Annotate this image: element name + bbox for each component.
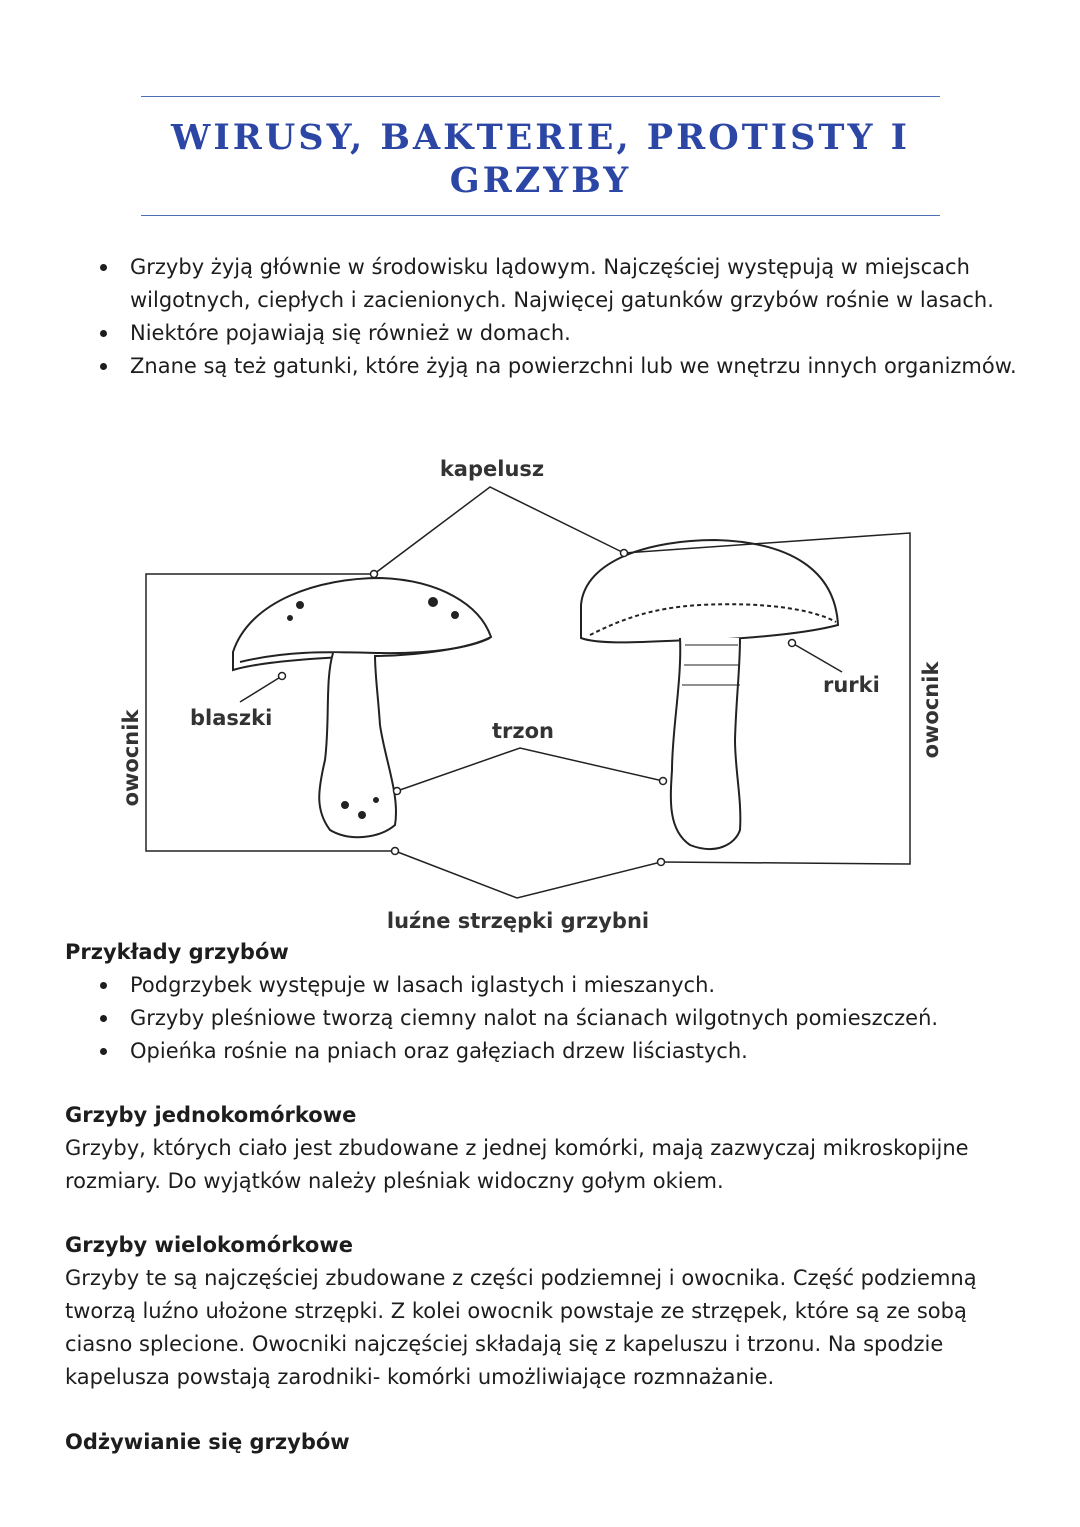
- list-item: Niektóre pojawiają się również w domach.: [65, 317, 1025, 350]
- unicellular-heading: Grzyby jednokomórkowe: [65, 1103, 357, 1127]
- list-item: Podgrzybek występuje w lasach iglastych i mieszanych.: [65, 969, 1025, 1002]
- page-title-line-1: WIRUSY, BAKTERIE, PROTISTY I: [171, 117, 910, 158]
- title-rule-top: [141, 96, 940, 97]
- boletus-mushroom-illustration: [581, 540, 838, 849]
- list-item: Grzyby pleśniowe tworzą ciemny nalot na ścianach wilgotnych pomieszczeń.: [65, 1002, 1025, 1035]
- examples-list: [65, 969, 1025, 1068]
- diagram-connectors: [146, 487, 910, 898]
- unicellular-text: Grzyby, których ciało jest zbudowane z jednej komórki, mają zazwyczaj mikroskopijne rozmiary. Do wyjątków należy pleśniak widoczny gołym okiem.: [65, 1136, 969, 1193]
- label-fruitbody-right: owocnik: [919, 661, 943, 759]
- list-item: Opieńka rośnie na pniach oraz gałęziach drzew liściastych.: [65, 1035, 1025, 1068]
- examples-heading: Przykłady grzybów: [65, 940, 289, 964]
- page-title-line-2: GRZYBY: [449, 160, 632, 201]
- mushroom-diagram: [0, 440, 1080, 940]
- nutrition-heading: Odżywianie się grzybów: [65, 1430, 350, 1454]
- multicellular-heading: Grzyby wielokomórkowe: [65, 1233, 353, 1257]
- list-item: Znane są też gatunki, które żyją na powierzchni lub we wnętrzu innych organizmów.: [65, 350, 1025, 383]
- list-item: Grzyby żyją głównie w środowisku lądowym. Najczęściej występują w miejscach wilgotnych, ciepłych i zacienionych. Najwięcej gatunków grzybów rośnie w lasach.: [65, 251, 1025, 317]
- label-stem: trzon: [492, 719, 554, 743]
- title-rule-bottom: [141, 215, 940, 216]
- multicellular-text: Grzyby te są najczęściej zbudowane z części podziemnej i owocnika. Część podziemną tworzą luźno ułożone strzępki. Z kolei owocnik powstaje ze strzępek, które są ze sobą ciasno splecione. Owocniki najczęściej składają się z kapeluszu i trzonu. Na spodzie kapelusza powstają zarodniki- komórki umożliwiające rozmnażanie.: [65, 1266, 977, 1389]
- label-cap: kapelusz: [439, 457, 545, 481]
- label-fruitbody-left: owocnik: [119, 709, 143, 807]
- page-title: [141, 116, 940, 202]
- label-gills: blaszki: [190, 706, 273, 730]
- label-mycelium: luźne strzępki grzybni: [386, 909, 650, 933]
- intro-bullet-list: [65, 251, 1025, 383]
- label-tubes: rurki: [823, 673, 880, 697]
